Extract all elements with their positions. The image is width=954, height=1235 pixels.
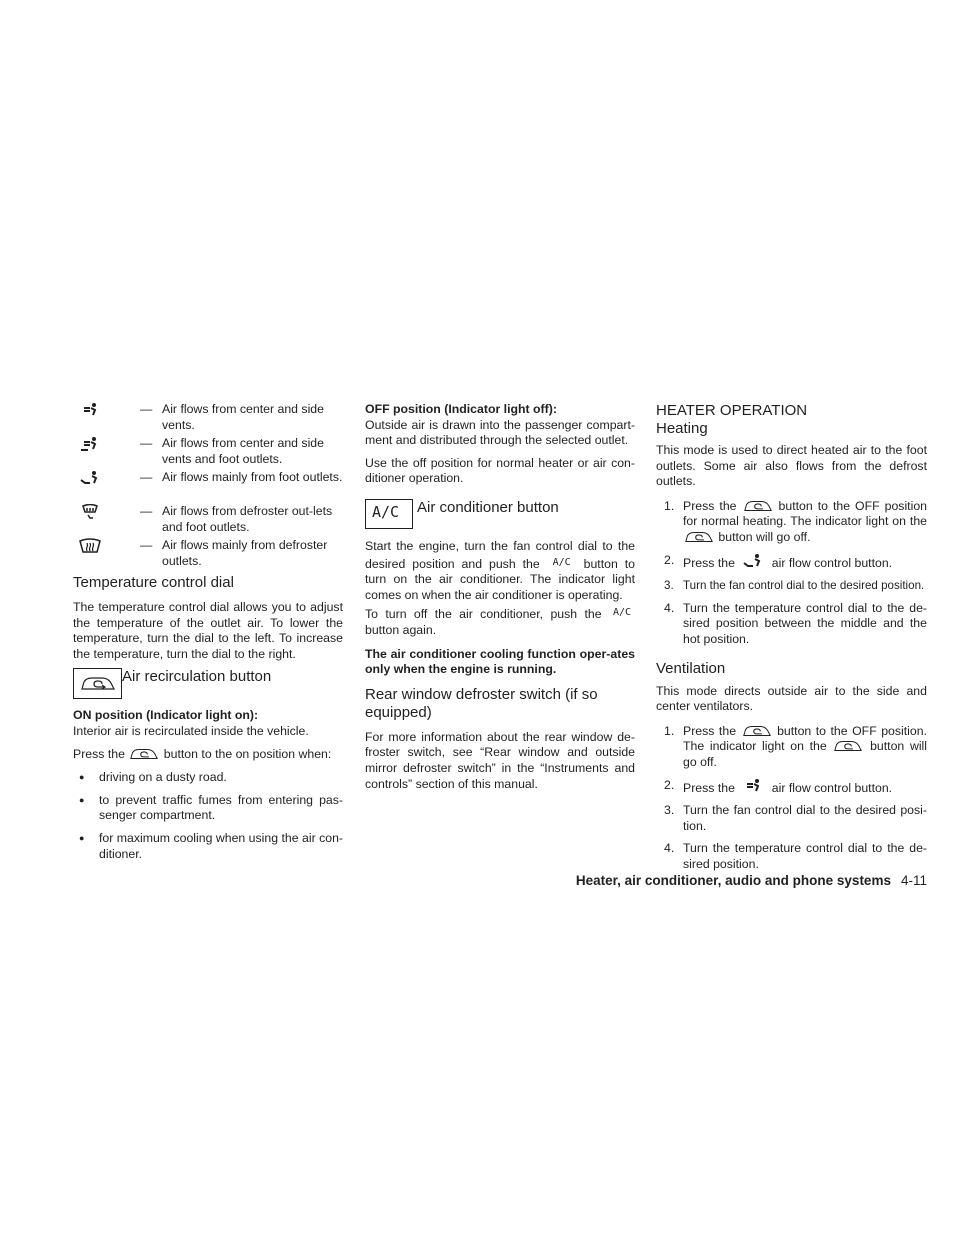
bi-level-icon xyxy=(79,436,101,452)
recirc-heading: Air recirculation button xyxy=(122,668,272,686)
heating-heading: Heating xyxy=(656,420,708,437)
foot-icon xyxy=(738,553,768,569)
flow-text: Air flows from center and side vents and foot outlets. xyxy=(162,436,324,466)
list-item xyxy=(656,553,927,572)
step-pre: Press the xyxy=(683,498,737,513)
step-number: 3. xyxy=(664,579,674,593)
footer-section-title: Heater, air conditioner, audio and phone systems xyxy=(575,873,891,888)
step-post: air flow control button. xyxy=(771,780,893,795)
step-number: 4. xyxy=(664,841,675,856)
off-use: Use the off position for normal heater or air con-ditioner operation. xyxy=(365,455,635,486)
heating-text: This mode is used to direct heated air to the foot outlets. Some air also flows from the defrost outlets. xyxy=(656,443,927,489)
defrost-icon xyxy=(79,538,101,554)
flow-dash: — xyxy=(140,402,153,416)
ac-inline-label: A/C xyxy=(612,607,631,619)
page-number: 4-11 xyxy=(900,873,927,888)
flow-text: Air flows mainly from defroster outlets. xyxy=(162,538,328,568)
flow-dash: — xyxy=(140,504,153,518)
step-post: air flow control button. xyxy=(771,555,893,570)
flow-dash: — xyxy=(140,436,153,450)
list-item: ● for maximum cooling when using the air con-ditioner. xyxy=(73,831,343,862)
start-post: button to turn on the air conditioner. The indicator light comes on when the air conditioner is operating. xyxy=(365,556,635,602)
recirc-icon xyxy=(80,675,116,692)
press-line xyxy=(73,747,343,763)
list-item: ● driving on a dusty road. xyxy=(73,770,343,786)
flow-row-defrost-foot xyxy=(73,502,343,536)
left-column xyxy=(73,400,343,862)
recirc-bullets xyxy=(73,770,343,862)
recirc-icon xyxy=(741,724,773,738)
step-number: 2. xyxy=(664,777,675,792)
off-heading: OFF position (Indicator light off): xyxy=(365,402,557,416)
flow-dash: — xyxy=(140,538,153,552)
step-number: 3. xyxy=(664,803,675,818)
recirc-box xyxy=(73,668,122,699)
start-pre: Start the engine, turn the fan control dial to the desired position and push the xyxy=(365,538,635,571)
list-item xyxy=(656,803,927,834)
step-text: Turn the fan control dial to the desired posi-tion. xyxy=(683,803,927,833)
turnoff-text xyxy=(365,605,635,638)
recirc-title xyxy=(73,668,343,702)
list-item xyxy=(656,499,927,546)
flow-text: Air flows from center and side vents. xyxy=(162,402,324,432)
on-heading: ON position (Indicator light on): xyxy=(73,708,259,723)
temp-heading: Temperature control dial xyxy=(73,574,234,591)
flow-row-foot xyxy=(73,468,343,502)
step-mid: button to the OFF position. The indicator light on the xyxy=(683,723,928,754)
foot-icon xyxy=(79,470,101,486)
on-text: Interior air is recirculated inside the vehicle. xyxy=(73,723,309,738)
flow-text: Air flows mainly from foot outlets. xyxy=(162,470,343,484)
list-item xyxy=(656,841,927,872)
middle-column xyxy=(365,400,635,792)
list-item xyxy=(656,578,927,594)
step-number: 1. xyxy=(664,723,675,738)
ac-box xyxy=(365,499,413,529)
press-pre: Press the xyxy=(73,746,125,761)
flow-row-bi-level xyxy=(73,434,343,468)
ac-heading: Air conditioner button xyxy=(417,498,559,516)
recirc-icon xyxy=(128,747,160,761)
flow-row-vent xyxy=(73,400,343,434)
vent-icon xyxy=(79,402,101,418)
start-text xyxy=(365,539,635,603)
ventilation-heading: Ventilation xyxy=(656,659,726,677)
flow-row-defrost xyxy=(73,536,343,570)
page-footer xyxy=(400,873,927,888)
recirc-icon xyxy=(742,499,774,513)
ventilation-text: This mode directs outside air to the side and center ventilators. xyxy=(656,683,927,714)
step-number: 1. xyxy=(664,498,675,513)
turnoff-pre: To turn off the air conditioner, push the xyxy=(365,607,602,622)
flow-text: Air flows from defroster out-lets and foot outlets. xyxy=(162,504,333,534)
step-post: button will go off. xyxy=(683,739,928,769)
heating-steps xyxy=(656,499,927,648)
rear-heading: Rear window defroster switch (if so equipped) xyxy=(365,685,598,721)
off-text: Outside air is drawn into the passenger compart-ment and distributed through the selected outlet. xyxy=(365,417,635,448)
step-mid: button to the OFF position for normal heating. The indicator light on the xyxy=(683,498,928,529)
rear-text: For more information about the rear window de-froster switch, see “Rear window and outside mirror defroster switch” in the “Instruments and controls” section of this manual. xyxy=(365,729,635,791)
step-text: Turn the temperature control dial to the de-sired position between the middle and the hot position. xyxy=(683,600,927,646)
ac-inline-label: A/C xyxy=(552,556,571,568)
vent-icon xyxy=(738,778,768,794)
ac-box-label: A/C xyxy=(372,502,400,521)
recirc-icon xyxy=(832,739,864,753)
press-post: button to the on position when: xyxy=(163,746,332,761)
heater-operation-heading: HEATER OPERATION xyxy=(656,402,808,419)
ventilation-steps xyxy=(656,724,927,873)
ac-warning: The air conditioner cooling function oper-ates only when the engine is running. xyxy=(365,646,635,677)
right-column xyxy=(656,400,927,872)
step-pre: Press the xyxy=(683,723,737,738)
ac-title xyxy=(365,499,635,535)
defrost-foot-icon xyxy=(79,504,101,520)
recirc-icon xyxy=(683,530,715,544)
step-pre: Press the xyxy=(683,555,735,570)
step-number: 4. xyxy=(664,600,675,615)
step-text: Turn the fan control dial to the desired position. xyxy=(683,579,925,593)
step-text: Turn the temperature control dial to the de-sired position. xyxy=(683,841,927,871)
list-item xyxy=(656,724,927,771)
step-number: 2. xyxy=(664,552,675,567)
flow-dash: — xyxy=(140,470,153,484)
step-post: button will go off. xyxy=(718,529,811,544)
list-item xyxy=(656,778,927,797)
turnoff-post: button again. xyxy=(365,622,437,637)
list-item xyxy=(656,601,927,648)
step-pre: Press the xyxy=(683,780,735,795)
list-item: ● to prevent traffic fumes from entering pas-senger compartment. xyxy=(73,793,343,824)
temp-text: The temperature control dial allows you to adjust the temperature of the outlet air. To lower the temperature, turn the dial to the left. To increase the temperature, turn the dial to the right. xyxy=(73,600,343,661)
